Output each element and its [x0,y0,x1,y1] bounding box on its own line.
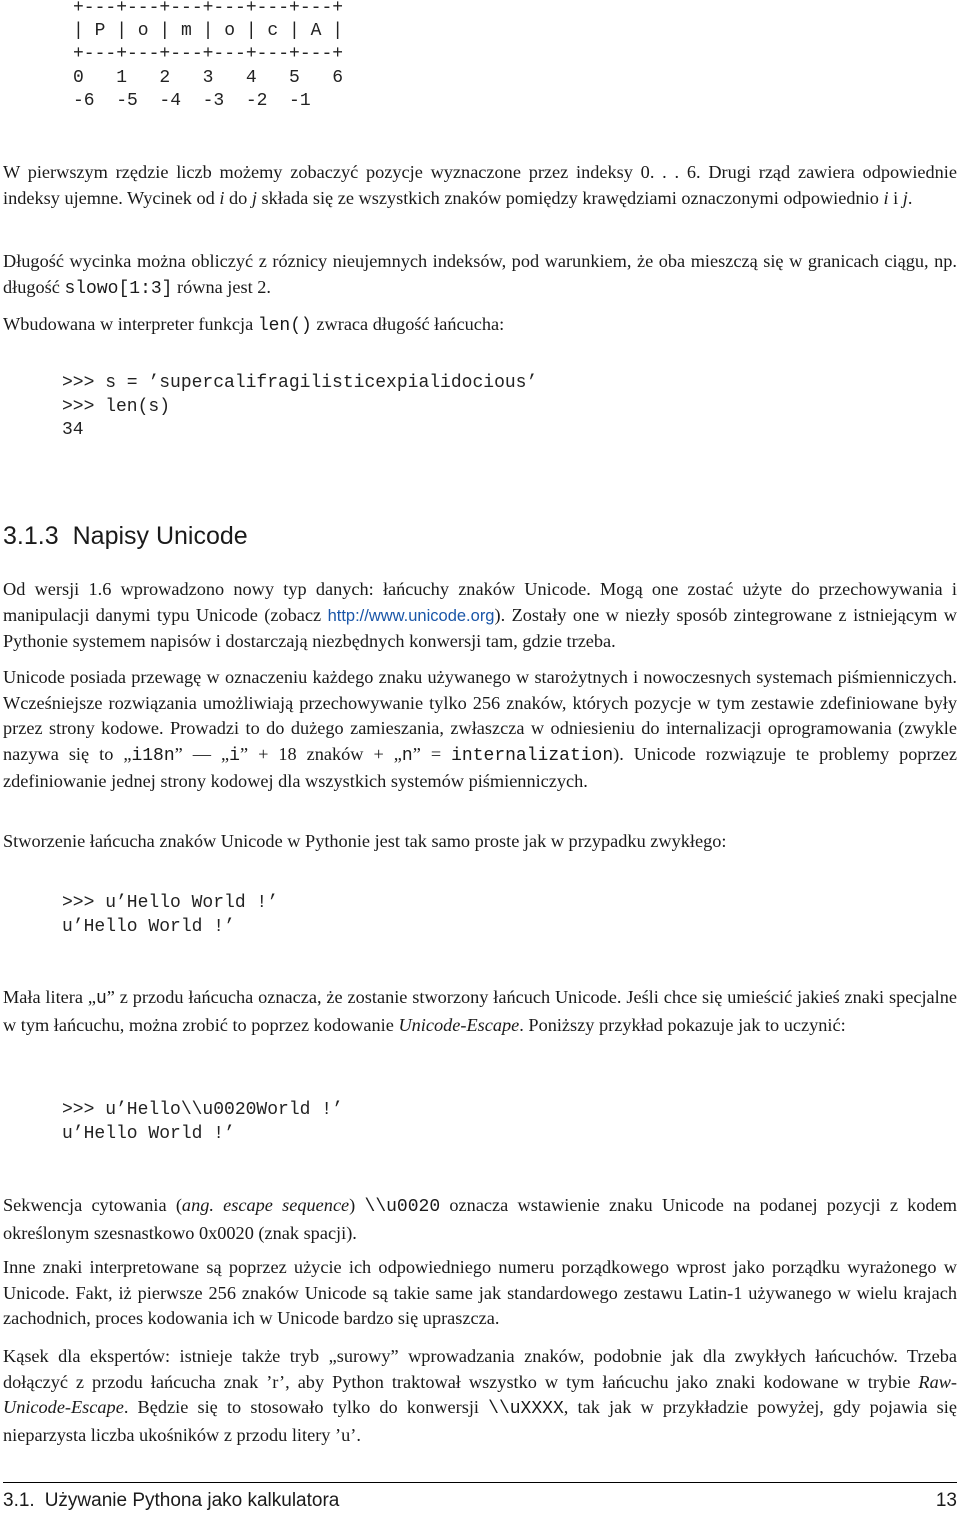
inline-code: len() [257,316,312,336]
inline-code: \\u0020 [364,1197,441,1217]
paragraph-slice-length: Długość wycinka można obliczyć z róznicy nieujemnych indeksów, pod warunkiem, że oba mieszczą się w granicach ciągu, np. długość slowo[1:3] równa jest 2. [3,251,957,299]
paragraph-u-prefix: Mała litera „u” z przodu łańcucha oznacza, że zostanie stworzony łańcuch Unicode. Jeśli chce się umieścić jakieś znaki specjalne w tym łańcuchu, można zrobić to poprzez kodowanie Unicode-Escape. Poniższy przykład pokazuje jak to uczynić: [3,987,957,1035]
paragraph-unicode-advantage: Unicode posiada przewagę w oznaczeniu każdego znaku używanego w starożytnych i nowoczesnych systemach piśmienniczych. Wcześniejsze rozwiązania umożliwiają przechowywanie tylko 256 znaków, których pozycje w tym zestawie zdefiniowane były przez strony kodowe. Prowadzi to do dużego zamieszania, zwłaszcza w odniesieniu do internalizacji oprogramowania (zwykle nazywa się to „i18n” — „i” + 18 znaków + „n” = internalization). Unicode rozwiązuje te problemy poprzez zdefiniowanie jednej strony kodowej dla wszystkich systemów piśmienniczych. [3,667,957,791]
code-line: >>> u’Hello World !’ [62,893,279,913]
code-line: u’Hello World !’ [62,1123,235,1144]
footer-section: 3.1. Używanie Pythona jako kalkulatora [3,1490,340,1511]
diagram-line: +---+---+---+---+---+---+ [73,44,344,65]
code-example-escape [62,1099,343,1146]
paragraph-latin1: Inne znaki interpretowane są poprzez użycie ich odpowiedniego numeru porządkowego wprost jako porządku wyrażonego w Unicode. Fakt, iż pierwsze 256 znaków Unicode są takie same jak standardowego zestawu Latin-1 używanego w wielu krajach zachodnich, proces kodowania ich w Unicode bardzo się upraszcza. [3,1257,957,1328]
page-number: 13 [935,1490,957,1511]
unicode-org-link[interactable]: http://www.unicode.org [327,606,495,625]
code-line: >>> len(s) [62,396,171,417]
code-line: >>> s = ’supercalifragilisticexpialidocious’ [62,373,538,393]
paragraph-escape-sequence: Sekwencja cytowania (ang. escape sequence) \\u0020 oznacza wstawienie znaku Unicode na podanej pozycji z kodem określonym szesnastkowo 0x0020 (znak spacji). [3,1195,957,1243]
inline-code: slowo[1:3] [64,278,173,299]
inline-code: \\uXXXX [488,1399,564,1419]
paragraph-slice-indices: W pierwszym rzędzie liczb możemy zobaczyć pozycje wyznaczone przez indeksy 0. . . 6. Drugi rząd zawiera odpowiednie indeksy ujemne. Wycinek od i do j składa się ze wszystkich znaków pomiędzy krawędziami oznaczonymi odpowiednio i i j. [3,162,957,208]
diagram-line: | P | o | m | o | c | A | [73,21,344,42]
paragraph-unicode-create: Stworzenie łańcucha znaków Unicode w Pythonie jest tak samo proste jak w przypadku zwykłego: [3,831,727,851]
paragraph-len-function: Wbudowana w interpreter funkcja len() zwraca długość łańcucha: [3,314,505,336]
slice-index-diagram [73,0,343,113]
code-line: 34 [62,420,84,440]
page-footer [3,1490,957,1512]
section-heading [3,519,248,553]
code-example-hello [62,892,278,939]
paragraph-raw-unicode: Kąsek dla ekspertów: istnieje także tryb „surowy” wprowadzania znaków, podobnie jak dla zwykłych łańcuchów. Trzeba dołączyć z przodu łańcucha znak ’r’, aby Python traktował wszystko w tym łańcuchu jako znaki kodowane w trybie Raw-Unicode-Escape. Będzie się to stosowało tylko do konwersji \\uXXXX, tak jak w przykładzie powyżej, gdy pojawia się nieparzysta liczba ukośników z przodu litery ’u’. [3,1346,957,1445]
diagram-line: 0 1 2 3 4 5 6 [73,67,344,88]
section-number: 3.1.3 [3,522,59,550]
code-line: >>> u’Hello\\u0020World !’ [62,1100,343,1120]
section-title: Napisy Unicode [72,522,248,550]
footer-divider [3,1482,957,1483]
paragraph-unicode-intro: Od wersji 1.6 wprowadzono nowy typ danych: łańcuchy znaków Unicode. Mogą one zostać użyte do przechowywania i manipulacji danymi typu Unicode (zobacz http://www.unicode.org). Zostały one w niezły sposób zintegrowane z istniejącym w Pythonie systemem napisów i dostarczają niezbędnych konwersji tam, gdzie trzeba. [3,579,957,651]
diagram-line: +---+---+---+---+---+---+ [73,0,344,18]
diagram-line: -6 -5 -4 -3 -2 -1 [73,90,311,111]
code-example-len [62,372,537,443]
code-line: u’Hello World !’ [62,916,235,937]
